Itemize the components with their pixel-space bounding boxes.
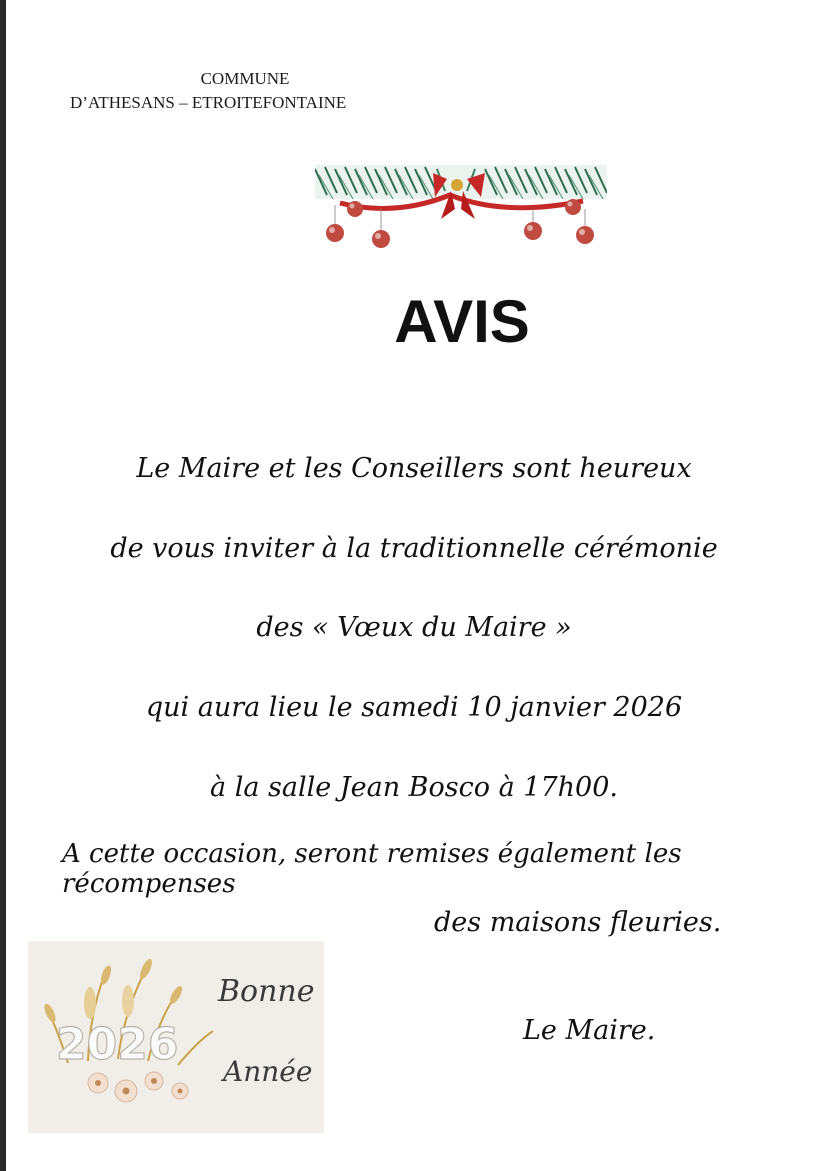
notice-title-text: AVIS	[394, 288, 530, 355]
page-left-edge	[0, 0, 6, 1171]
card-year-text: 2026	[56, 1019, 179, 1070]
commune-header	[70, 67, 450, 115]
body-line-4: qui aura lieu le samedi 10 janvier 2026	[145, 692, 683, 723]
body-line-5: à la salle Jean Bosco à 17h00.	[210, 772, 618, 803]
new-year-card-artwork	[28, 941, 324, 1133]
christmas-garland-image	[315, 165, 607, 257]
body-line-3: des « Vœux du Maire »	[256, 612, 572, 643]
card-word-bonne: Bonne	[218, 974, 315, 1009]
header-line-commune: COMMUNE	[200, 69, 290, 88]
new-year-2026-card-image	[28, 941, 324, 1133]
card-word-annee: Année	[223, 1055, 313, 1088]
signature: Le Maire.	[523, 1015, 656, 1046]
body-line-2: de vous inviter à la traditionnelle cérémonie	[110, 533, 718, 564]
body-line-1: Le Maire et les Conseillers sont heureux	[136, 453, 692, 484]
notice-title	[0, 287, 828, 356]
body-line-6: A cette occasion, seront remises également les récompenses	[62, 839, 682, 899]
body-line-7: des maisons fleuries.	[434, 907, 722, 938]
header-line-name: D’ATHESANS – ETROITEFONTAINE	[70, 93, 347, 112]
